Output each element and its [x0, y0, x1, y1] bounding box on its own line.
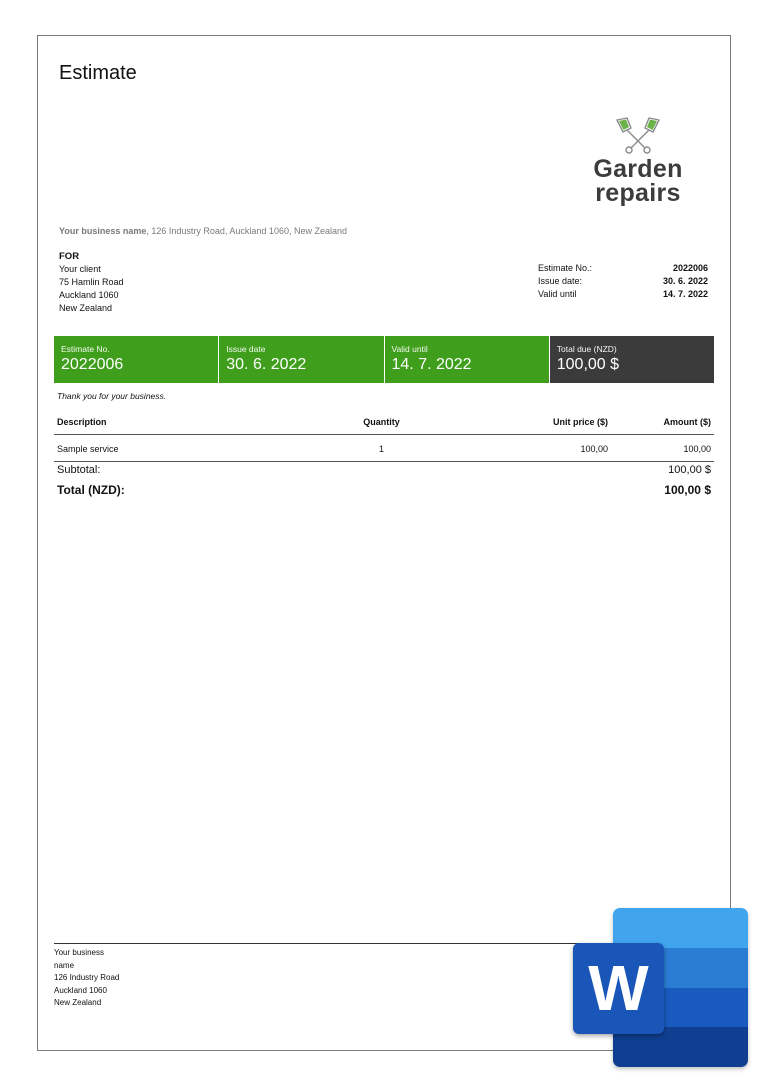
estimate-meta	[538, 262, 708, 301]
cell-quantity: 1	[378, 444, 384, 454]
summary-value: 2022006	[61, 356, 124, 373]
summary-label: Estimate No.	[61, 344, 110, 354]
header-amount: Amount ($)	[663, 417, 711, 427]
meta-label: Estimate No.:	[538, 263, 593, 273]
meta-row-issue-date	[538, 275, 708, 288]
meta-value: 2022006	[672, 263, 708, 273]
summary-label: Valid until	[391, 344, 428, 354]
summary-bar	[54, 336, 714, 383]
summary-valid-until	[385, 336, 550, 383]
header-description: Description	[57, 417, 107, 427]
client-city: Auckland 1060	[59, 290, 119, 300]
total-value: 100,00 $	[664, 483, 711, 497]
table-header-row	[54, 410, 714, 435]
summary-value: 30. 6. 2022	[226, 356, 307, 373]
crossed-trowels-icon	[611, 116, 665, 156]
logo-text-line2: repairs	[595, 179, 681, 207]
meta-value: 30. 6. 2022	[662, 276, 708, 286]
client-street: 75 Hamlin Road	[59, 277, 124, 287]
footer-line: 126 Industry Road	[54, 973, 120, 982]
summary-label: Issue date	[226, 344, 266, 354]
microsoft-word-icon	[573, 908, 748, 1067]
summary-value: 100,00 $	[556, 356, 620, 373]
client-label: FOR	[59, 251, 80, 262]
summary-issue-date	[219, 336, 384, 383]
total-label: Total (NZD):	[57, 483, 125, 497]
sender-line	[59, 226, 347, 236]
cell-unit-price: 100,00	[580, 444, 608, 454]
sender-name: Your business name	[59, 226, 147, 236]
client-block	[59, 250, 124, 315]
header-quantity: Quantity	[363, 417, 400, 427]
client-name: Your client	[59, 264, 101, 274]
subtotal-label: Subtotal:	[57, 464, 101, 476]
table-row	[54, 435, 714, 462]
footer-line: Your business	[54, 948, 104, 957]
summary-value: 14. 7. 2022	[391, 356, 472, 373]
footer-line: name	[54, 960, 75, 970]
summary-total-due	[550, 336, 714, 383]
subtotal-value: 100,00 $	[668, 464, 711, 476]
cell-amount: 100,00	[683, 444, 711, 454]
meta-row-estimate-no	[538, 262, 708, 275]
cell-description: Sample service	[57, 444, 119, 454]
footer-line: Auckland 1060	[54, 985, 107, 995]
thank-you-note: Thank you for your business.	[57, 391, 167, 401]
sender-address: , 126 Industry Road, Auckland 1060, New Zealand	[146, 226, 347, 236]
summary-label: Total due (NZD)	[556, 344, 617, 354]
document-title: Estimate	[59, 62, 137, 84]
summary-estimate-no	[54, 336, 219, 383]
meta-label: Valid until	[538, 289, 577, 299]
subtotal-row	[54, 464, 714, 483]
meta-value: 14. 7. 2022	[662, 289, 708, 299]
word-band	[613, 908, 748, 948]
meta-label: Issue date:	[538, 276, 583, 286]
meta-row-valid-until	[538, 288, 708, 301]
totals-block	[54, 464, 714, 502]
header-unit-price: Unit price ($)	[552, 417, 608, 427]
footer-line: New Zealand	[54, 998, 102, 1007]
footer-address	[54, 947, 119, 1010]
client-country: New Zealand	[59, 303, 113, 313]
line-items-table	[54, 410, 714, 462]
logo-text-line1: Garden	[593, 155, 683, 183]
word-letter-badge: W	[573, 943, 664, 1034]
total-row	[54, 483, 714, 502]
company-logo	[583, 116, 693, 208]
